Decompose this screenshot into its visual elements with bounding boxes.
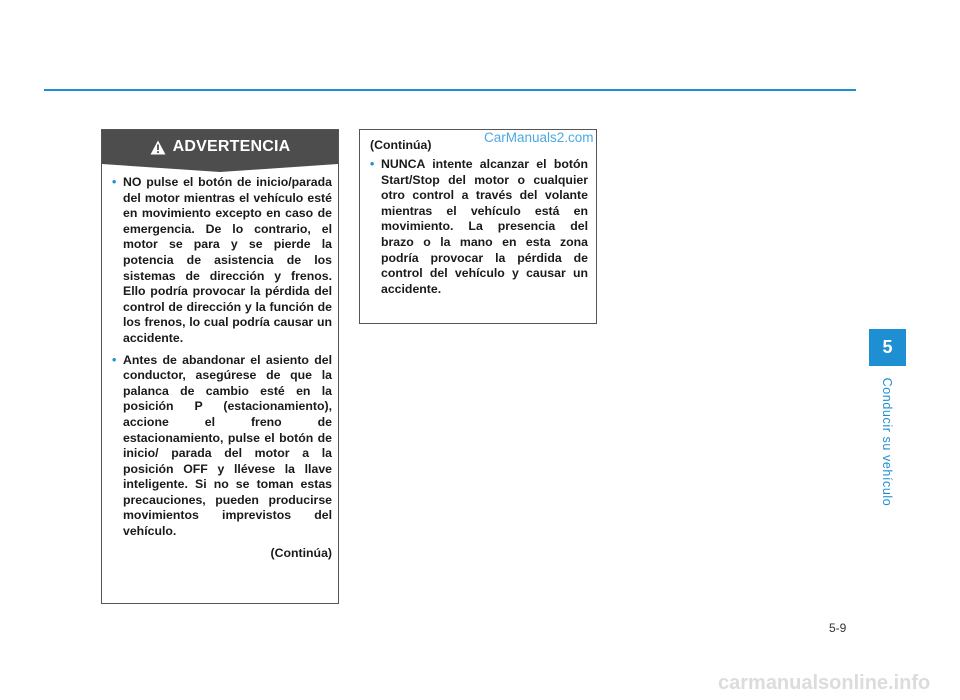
warning-box: [101, 129, 339, 604]
continuation-heading: (Continúa): [370, 138, 432, 152]
chapter-label: Conducir su vehículo: [880, 377, 894, 507]
chapter-number-tab: 5: [869, 329, 906, 366]
page-number: 5-9: [829, 621, 847, 635]
bullet-icon: •: [112, 175, 117, 189]
watermark-top: CarManuals2.com: [484, 130, 594, 145]
top-rule: [44, 89, 856, 91]
watermark-bottom: carmanualsonline.info: [718, 672, 931, 694]
warning-title: ADVERTENCIA: [172, 138, 291, 155]
continuation-item: [370, 157, 588, 297]
warning-header: [102, 130, 338, 164]
warning-list: [112, 175, 332, 561]
continuation-box: [359, 129, 597, 324]
warning-item-text: Antes de abandonar el asiento del conductor, asegúrese de que la palanca de cambio esté en la posición P (estacionamiento), accione el freno de estacionamiento, pulse el botón de inicio/ parada del motor a la posición OFF y llévese la llave inteligente. Si no se toman estas precauciones, pueden producirse movimientos imprevistos del vehículo.: [123, 352, 332, 539]
warning-triangle-icon: [150, 140, 166, 155]
warning-item: [112, 353, 332, 540]
continuation-item-text: NUNCA intente alcanzar el botón Start/Stop del motor o cualquier otro control a través del volante mientras el vehículo está en movimiento. La presencia del brazo o la mano en esta zona podría provocar la pérdida de control del vehículo y causar un accidente.: [381, 157, 588, 296]
warning-item-text: NO pulse el botón de inicio/parada del motor mientras el vehículo esté en movimiento excepto en caso de emergencia. De lo contrario, el motor se para y se pierde la potencia de asistencia de los sistemas de dirección y frenos. Ello podría provocar la pérdida del control de dirección y la función de los frenos, lo cual podría causar un accidente.: [123, 175, 332, 345]
bullet-icon: •: [370, 157, 375, 171]
continuation-list: [370, 157, 588, 303]
continued-label: (Continúa): [270, 545, 332, 560]
bullet-icon: •: [112, 352, 117, 367]
warning-item: [112, 175, 332, 347]
